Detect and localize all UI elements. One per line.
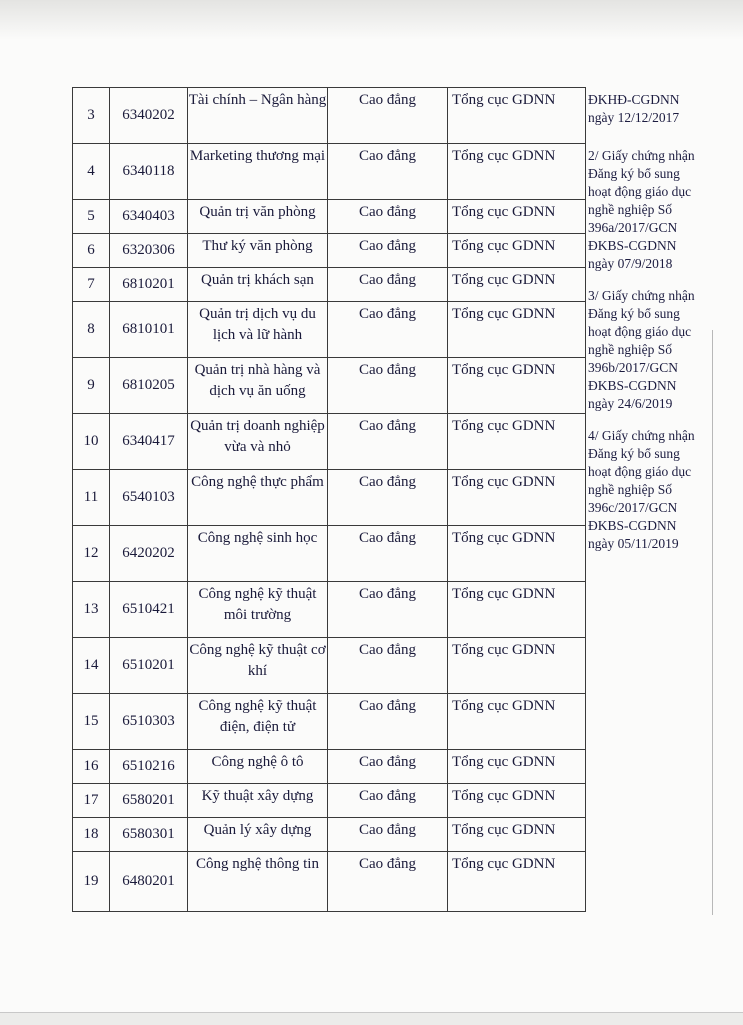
note-line: 2/ Giấy chứng nhận <box>588 148 695 163</box>
note-line: 396c/2017/GCN <box>588 500 678 515</box>
note-line: hoạt động giáo dục <box>588 324 692 339</box>
table-body <box>73 88 586 912</box>
issuing-authority: Tổng cục GDNN <box>448 638 586 694</box>
note-line: hoạt động giáo dục <box>588 184 692 199</box>
issuing-authority: Tổng cục GDNN <box>448 582 586 638</box>
table-row <box>73 852 586 912</box>
program-name: Quản trị văn phòng <box>188 200 328 234</box>
program-name: Tài chính – Ngân hàng <box>188 88 328 144</box>
program-name: Quản trị nhà hàng và dịch vụ ăn uống <box>188 358 328 414</box>
program-code: 6420202 <box>110 526 188 582</box>
note-block <box>588 287 710 413</box>
program-code: 6510201 <box>110 638 188 694</box>
table-row <box>73 88 586 144</box>
program-code: 6810101 <box>110 302 188 358</box>
note-line: Đăng ký bổ sung <box>588 166 680 181</box>
table-row <box>73 414 586 470</box>
program-table <box>72 87 586 912</box>
program-code: 6510303 <box>110 694 188 750</box>
program-name: Công nghệ sinh học <box>188 526 328 582</box>
program-name: Công nghệ thực phẩm <box>188 470 328 526</box>
row-number: 9 <box>73 358 110 414</box>
training-level: Cao đẳng <box>328 750 448 784</box>
program-name: Công nghệ thông tin <box>188 852 328 912</box>
issuing-authority: Tổng cục GDNN <box>448 144 586 200</box>
row-number: 8 <box>73 302 110 358</box>
row-number: 18 <box>73 818 110 852</box>
issuing-authority: Tổng cục GDNN <box>448 358 586 414</box>
program-name: Quản trị doanh nghiệp vừa và nhỏ <box>188 414 328 470</box>
row-number: 4 <box>73 144 110 200</box>
issuing-authority: Tổng cục GDNN <box>448 268 586 302</box>
page-bottom-edge <box>0 1012 743 1025</box>
note-line: Đăng ký bổ sung <box>588 306 680 321</box>
issuing-authority: Tổng cục GDNN <box>448 302 586 358</box>
program-code: 6340202 <box>110 88 188 144</box>
program-name: Quản trị dịch vụ du lịch và lữ hành <box>188 302 328 358</box>
program-name: Quản trị khách sạn <box>188 268 328 302</box>
row-number: 13 <box>73 582 110 638</box>
training-level: Cao đẳng <box>328 268 448 302</box>
training-level: Cao đẳng <box>328 414 448 470</box>
training-level: Cao đẳng <box>328 694 448 750</box>
program-code: 6540103 <box>110 470 188 526</box>
training-level: Cao đẳng <box>328 358 448 414</box>
row-number: 16 <box>73 750 110 784</box>
issuing-authority: Tổng cục GDNN <box>448 852 586 912</box>
note-block <box>588 91 710 127</box>
row-number: 3 <box>73 88 110 144</box>
note-line: 396b/2017/GCN <box>588 360 679 375</box>
training-level: Cao đẳng <box>328 302 448 358</box>
note-line: nghề nghiệp Số <box>588 202 672 217</box>
issuing-authority: Tổng cục GDNN <box>448 526 586 582</box>
scan-shadow <box>0 0 743 40</box>
program-name: Kỹ thuật xây dựng <box>188 784 328 818</box>
training-level: Cao đẳng <box>328 784 448 818</box>
training-level: Cao đẳng <box>328 582 448 638</box>
program-code: 6810201 <box>110 268 188 302</box>
note-line: ngày 24/6/2019 <box>588 396 673 411</box>
note-line: ĐKBS-CGDNN <box>588 518 677 533</box>
note-line: nghề nghiệp Số <box>588 482 672 497</box>
note-block <box>588 147 710 273</box>
table-row <box>73 470 586 526</box>
issuing-authority: Tổng cục GDNN <box>448 88 586 144</box>
note-line: ĐKHĐ-CGDNN <box>588 92 680 107</box>
training-level: Cao đẳng <box>328 526 448 582</box>
table-row <box>73 358 586 414</box>
training-level: Cao đẳng <box>328 200 448 234</box>
note-line: 3/ Giấy chứng nhận <box>588 288 695 303</box>
note-line: nghề nghiệp Số <box>588 342 672 357</box>
training-level: Cao đẳng <box>328 638 448 694</box>
issuing-authority: Tổng cục GDNN <box>448 818 586 852</box>
table-row <box>73 694 586 750</box>
note-line: 4/ Giấy chứng nhận <box>588 428 695 443</box>
program-code: 6510216 <box>110 750 188 784</box>
program-code: 6340403 <box>110 200 188 234</box>
table-row <box>73 302 586 358</box>
training-level: Cao đẳng <box>328 144 448 200</box>
program-code: 6340118 <box>110 144 188 200</box>
issuing-authority: Tổng cục GDNN <box>448 784 586 818</box>
training-level: Cao đẳng <box>328 470 448 526</box>
program-code: 6580201 <box>110 784 188 818</box>
note-line: ĐKBS-CGDNN <box>588 378 677 393</box>
row-number: 14 <box>73 638 110 694</box>
program-code: 6580301 <box>110 818 188 852</box>
program-name: Công nghệ kỹ thuật cơ khí <box>188 638 328 694</box>
row-number: 7 <box>73 268 110 302</box>
table-row <box>73 234 586 268</box>
program-code: 6510421 <box>110 582 188 638</box>
program-code: 6340417 <box>110 414 188 470</box>
note-line: ngày 12/12/2017 <box>588 110 680 125</box>
table-row <box>73 582 586 638</box>
table-row <box>73 200 586 234</box>
table-row <box>73 750 586 784</box>
note-line: 396a/2017/GCN <box>588 220 678 235</box>
training-level: Cao đẳng <box>328 818 448 852</box>
program-code: 6480201 <box>110 852 188 912</box>
issuing-authority: Tổng cục GDNN <box>448 414 586 470</box>
note-line: Đăng ký bổ sung <box>588 446 680 461</box>
program-code: 6810205 <box>110 358 188 414</box>
notes-column <box>588 91 710 569</box>
note-block <box>588 427 710 553</box>
program-code: 6320306 <box>110 234 188 268</box>
table-row <box>73 638 586 694</box>
issuing-authority: Tổng cục GDNN <box>448 470 586 526</box>
row-number: 15 <box>73 694 110 750</box>
page-margin-line <box>712 330 713 915</box>
table-row <box>73 818 586 852</box>
note-line: hoạt động giáo dục <box>588 464 692 479</box>
program-name: Công nghệ ô tô <box>188 750 328 784</box>
program-name: Công nghệ kỹ thuật điện, điện tử <box>188 694 328 750</box>
note-line: ngày 07/9/2018 <box>588 256 673 271</box>
training-level: Cao đẳng <box>328 852 448 912</box>
program-name: Marketing thương mại <box>188 144 328 200</box>
program-name: Thư ký văn phòng <box>188 234 328 268</box>
row-number: 12 <box>73 526 110 582</box>
program-name: Quản lý xây dựng <box>188 818 328 852</box>
training-level: Cao đẳng <box>328 234 448 268</box>
issuing-authority: Tổng cục GDNN <box>448 694 586 750</box>
row-number: 17 <box>73 784 110 818</box>
table-row <box>73 144 586 200</box>
row-number: 6 <box>73 234 110 268</box>
table-row <box>73 784 586 818</box>
row-number: 5 <box>73 200 110 234</box>
issuing-authority: Tổng cục GDNN <box>448 200 586 234</box>
program-name: Công nghệ kỹ thuật môi trường <box>188 582 328 638</box>
table-row <box>73 526 586 582</box>
note-line: ngày 05/11/2019 <box>588 536 679 551</box>
row-number: 11 <box>73 470 110 526</box>
row-number: 10 <box>73 414 110 470</box>
row-number: 19 <box>73 852 110 912</box>
note-line: ĐKBS-CGDNN <box>588 238 677 253</box>
issuing-authority: Tổng cục GDNN <box>448 750 586 784</box>
training-level: Cao đẳng <box>328 88 448 144</box>
issuing-authority: Tổng cục GDNN <box>448 234 586 268</box>
table-row <box>73 268 586 302</box>
